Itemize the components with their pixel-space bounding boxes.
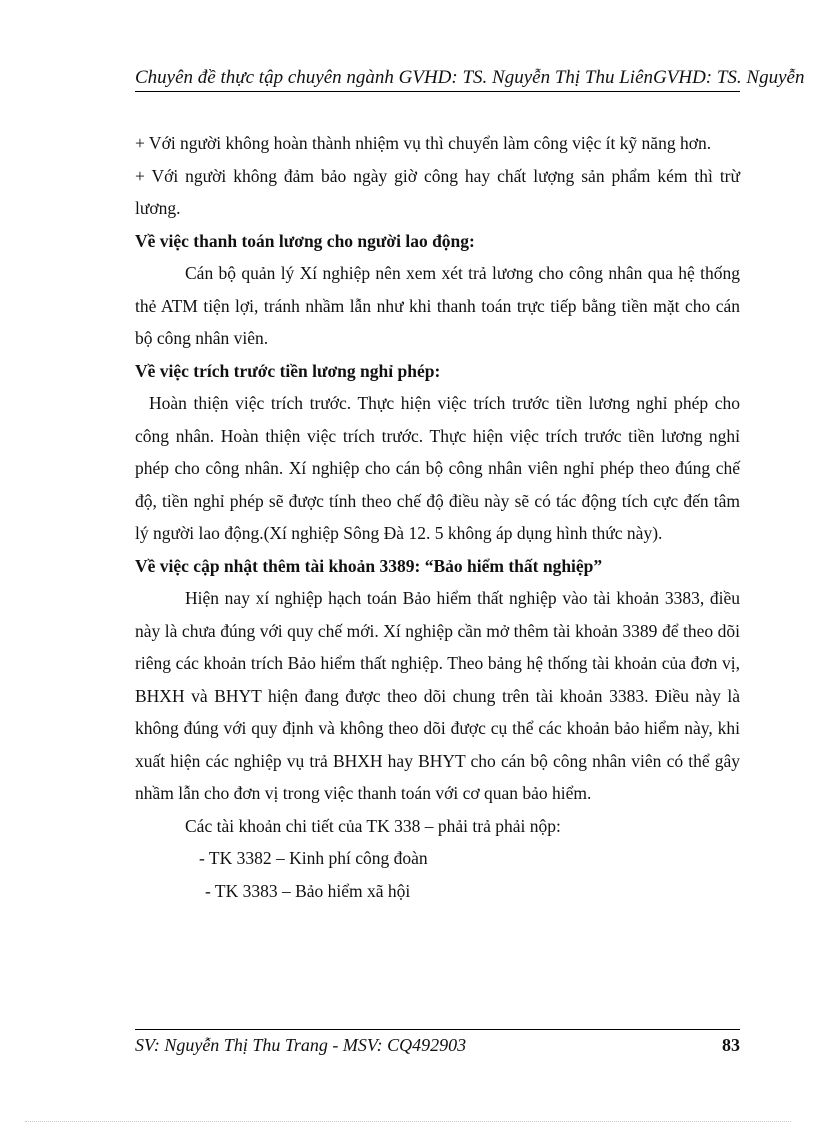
footer-divider bbox=[135, 1029, 740, 1030]
footer-author: SV: Nguyễn Thị Thu Trang - MSV: CQ492903 bbox=[135, 1035, 467, 1055]
header-divider bbox=[135, 91, 740, 92]
section-heading-3: Về việc cập nhật thêm tài khoản 3389: “Bảo hiểm thất nghiệp” bbox=[135, 555, 603, 576]
page-bottom-divider bbox=[25, 1121, 791, 1122]
paragraph-6: Các tài khoản chi tiết của TK 338 – phải trả phải nộp: bbox=[185, 815, 561, 836]
section-heading-2: Về việc trích trước tiền lương nghỉ phép: bbox=[135, 360, 441, 381]
document-body bbox=[135, 127, 740, 907]
list-item: - TK 3382 – Kinh phí công đoàn bbox=[199, 848, 428, 868]
section-heading-1: Về việc thanh toán lương cho người lao động: bbox=[135, 230, 475, 251]
paragraph-2: + Với người không đảm bảo ngày giờ công hay chất lượng sản phẩm kém thì trừ lương. bbox=[135, 165, 740, 218]
paragraph-1: + Với người không hoàn thành nhiệm vụ thì chuyển làm công việc ít kỹ năng hơn. bbox=[135, 133, 712, 153]
list-item: - TK 3383 – Bảo hiểm xã hội bbox=[205, 880, 411, 901]
paragraph-4: Hoàn thiện việc trích trước. Thực hiện việc trích trước tiền lương nghỉ phép cho công nhân. Hoàn thiện việc trích trước. Thực hiện việc trích trước tiền lương nghỉ phép cho công nhân. Xí nghiệp cho cán bộ công nhân viên nghỉ phép theo đúng chế độ, tiền nghỉ phép sẽ được tính theo chế độ điều này sẽ có tác động tích cực đến tâm lý người lao động.(Xí nghiệp Sông Đà 12. 5 không áp dụng hình thức này). bbox=[135, 393, 740, 543]
page-number: 83 bbox=[722, 1035, 740, 1055]
paragraph-3: Cán bộ quản lý Xí nghiệp nên xem xét trả lương cho công nhân qua hệ thống thẻ ATM tiện lợi, tránh nhầm lẫn như khi thanh toán trực tiếp bằng tiền mặt cho cán bộ công nhân viên. bbox=[135, 263, 740, 348]
paragraph-5: Hiện nay xí nghiệp hạch toán Bảo hiểm thất nghiệp vào tài khoản 3383, điều này là chưa đúng với quy chế mới. Xí nghiệp cần mở thêm tài khoản 3389 để theo dõi riêng các khoản trích Bảo hiểm thất nghiệp. Theo bảng hệ thống tài khoản của đơn vị, BHXH và BHYT hiện đang được theo dõi chung trên tài khoản 3383. Điều này là không đúng với quy định và không theo dõi được cụ thể các khoản bảo hiểm này, khi xuất hiện các nghiệp vụ trả BHXH hay BHYT cho cán bộ công nhân viên có thể gây nhầm lẫn cho đơn vị trong việc thanh toán với cơ quan bảo hiểm. bbox=[135, 588, 740, 803]
page-header: Chuyên đề thực tập chuyên ngành GVHD: TS. Nguyễn Thị Thu LiênGVHD: TS. Nguyễn bbox=[135, 67, 805, 88]
